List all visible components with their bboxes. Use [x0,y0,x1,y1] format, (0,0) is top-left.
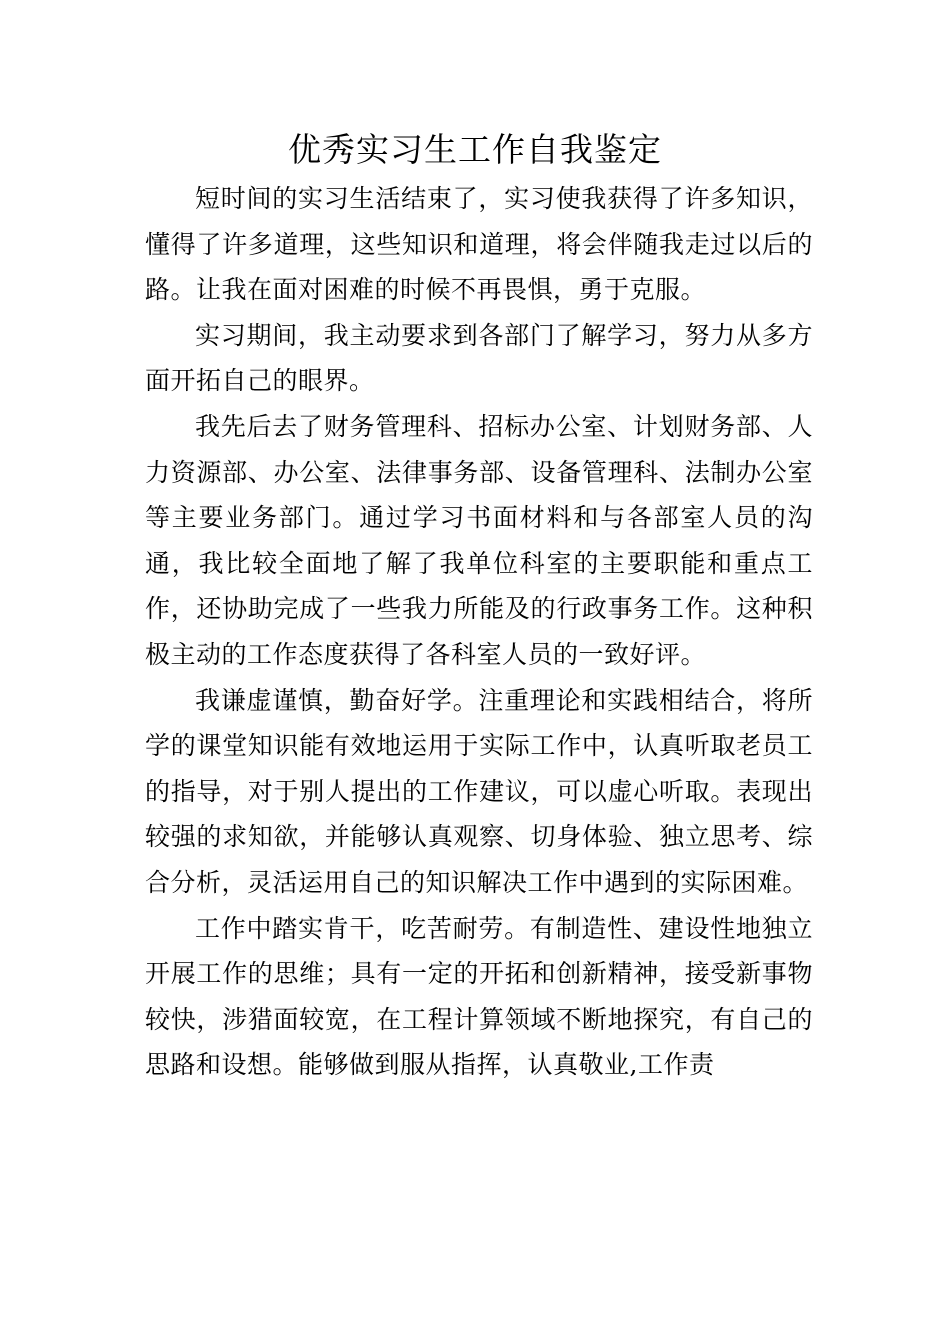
document-body [145,176,813,1088]
paragraph-5: 工作中踏实肯干，吃苦耐劳。有制造性、建设性地独立开展工作的思维；具有一定的开拓和创新精神，接受新事物较快，涉猎面较宽，在工程计算领域不断地探究，有自己的思路和设想。能够做到服从指挥，认真敬业,工作责 [145,913,813,1080]
paragraph-3: 我先后去了财务管理科、招标办公室、计划财务部、人力资源部、办公室、法律事务部、设备管理科、法制办公室等主要业务部门。通过学习书面材料和与各部室人员的沟通，我比较全面地了解了我单位科室的主要职能和重点工作，还协助完成了一些我力所能及的行政事务工作。这种积极主动的工作态度获得了各科室人员的一致好评。 [145,411,813,669]
document-title: 优秀实习生工作自我鉴定 [288,130,662,169]
paragraph-1: 短时间的实习生活结束了，实习使我获得了许多知识，懂得了许多道理，这些知识和道理，将会伴随我走过以后的路。让我在面对困难的时候不再畏惧，勇于克服。 [145,184,813,305]
paragraph-4: 我谦虚谨慎，勤奋好学。注重理论和实践相结合，将所学的课堂知识能有效地运用于实际工作中，认真听取老员工的指导，对于别人提出的工作建议，可以虚心听取。表现出较强的求知欲，并能够认真观察、切身体验、独立思考、综合分析，灵活运用自己的知识解决工作中遇到的实际困难。 [145,685,813,897]
paragraph-2: 实习期间，我主动要求到各部门了解学习，努力从多方面开拓自己的眼界。 [145,320,813,396]
